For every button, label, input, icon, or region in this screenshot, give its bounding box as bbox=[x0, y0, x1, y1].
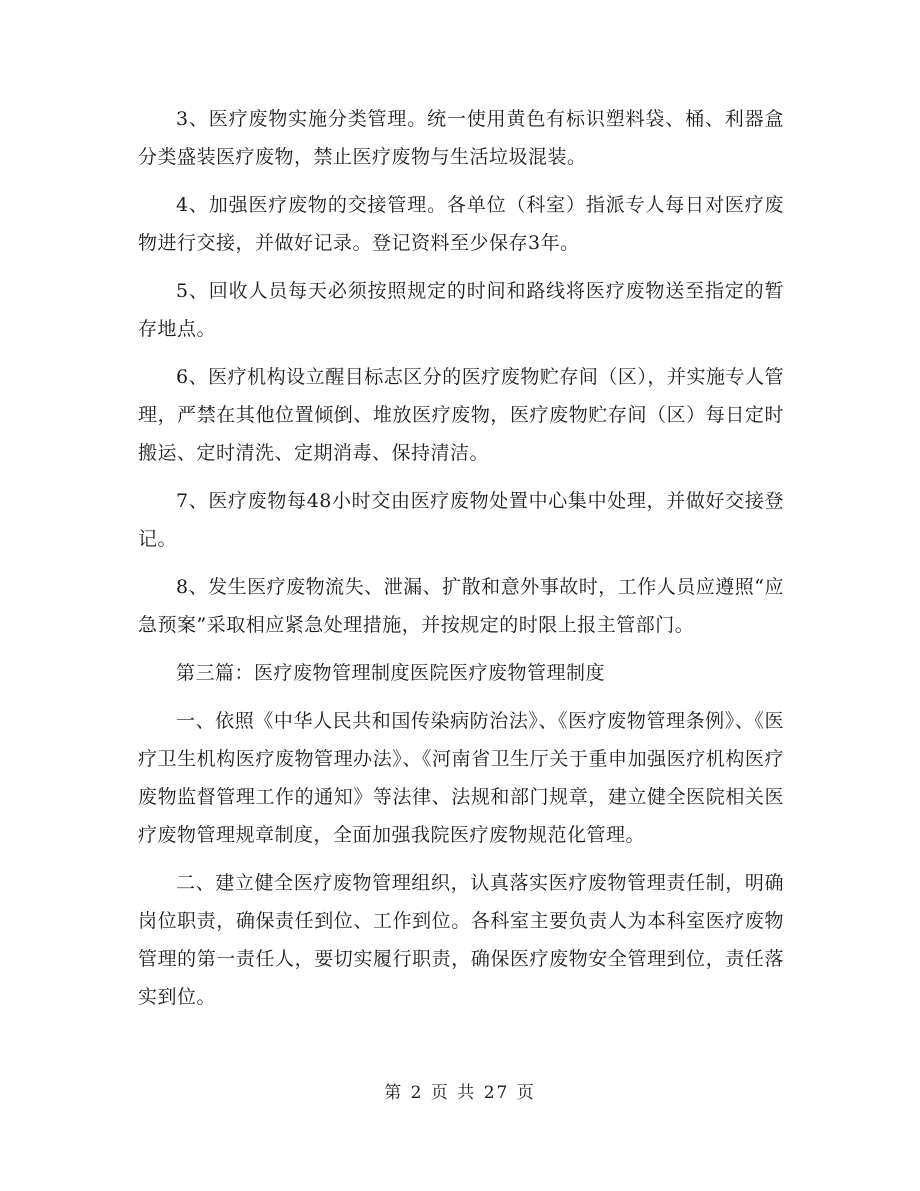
paragraph-item-8: 8、发生医疗废物流失、泄漏、扩散和意外事故时，工作人员应遵照“应急预案”采取相应紧急处理措施，并按规定的时限上报主管部门。 bbox=[138, 576, 784, 636]
paragraph-item-7: 7、医疗废物每48小时交由医疗废物处置中心集中处理，并做好交接登记。 bbox=[138, 490, 784, 550]
paragraph-item-4: 4、加强医疗废物的交接管理。各单位（科室）指派专人每日对医疗废物进行交接，并做好记录。登记资料至少保存3年。 bbox=[138, 194, 784, 254]
page-footer bbox=[0, 1078, 920, 1103]
paragraph-item-5: 5、回收人员每天必须按照规定的时间和路线将医疗废物送至指定的暂存地点。 bbox=[138, 280, 784, 340]
paragraph-item-6: 6、医疗机构设立醒目标志区分的医疗废物贮存间（区），并实施专人管理，严禁在其他位置倾倒、堆放医疗废物，医疗废物贮存间（区）每日定时搬运、定时清洗、定期消毒、保持清洁。 bbox=[138, 366, 784, 464]
paragraph-rule-1: 一、依照《中华人民共和国传染病防治法》、《医疗废物管理条例》、《医疗卫生机构医疗废物管理办法》、《河南省卫生厅关于重申加强医疗机构医疗废物监督管理工作的通知》等法律、法规和部门规章，建立健全医院相关医疗废物管理规章制度，全面加强我院医疗废物规范化管理。 bbox=[138, 710, 784, 846]
paragraph-rule-2: 二、建立健全医疗废物管理组织，认真落实医疗废物管理责任制，明确岗位职责，确保责任到位、工作到位。各科室主要负责人为本科室医疗废物管理的第一责任人，要切实履行职责，确保医疗废物安全管理到位，责任落实到位。 bbox=[138, 872, 784, 1008]
page-number: 第 2 页 共 27 页 bbox=[384, 1083, 536, 1103]
section-heading: 第三篇：医疗废物管理制度医院医疗废物管理制度 bbox=[176, 662, 606, 684]
paragraph-item-3: 3、医疗废物实施分类管理。统一使用黄色有标识塑料袋、桶、利器盒分类盛装医疗废物，禁止医疗废物与生活垃圾混装。 bbox=[138, 108, 784, 168]
document-body bbox=[138, 100, 784, 1026]
